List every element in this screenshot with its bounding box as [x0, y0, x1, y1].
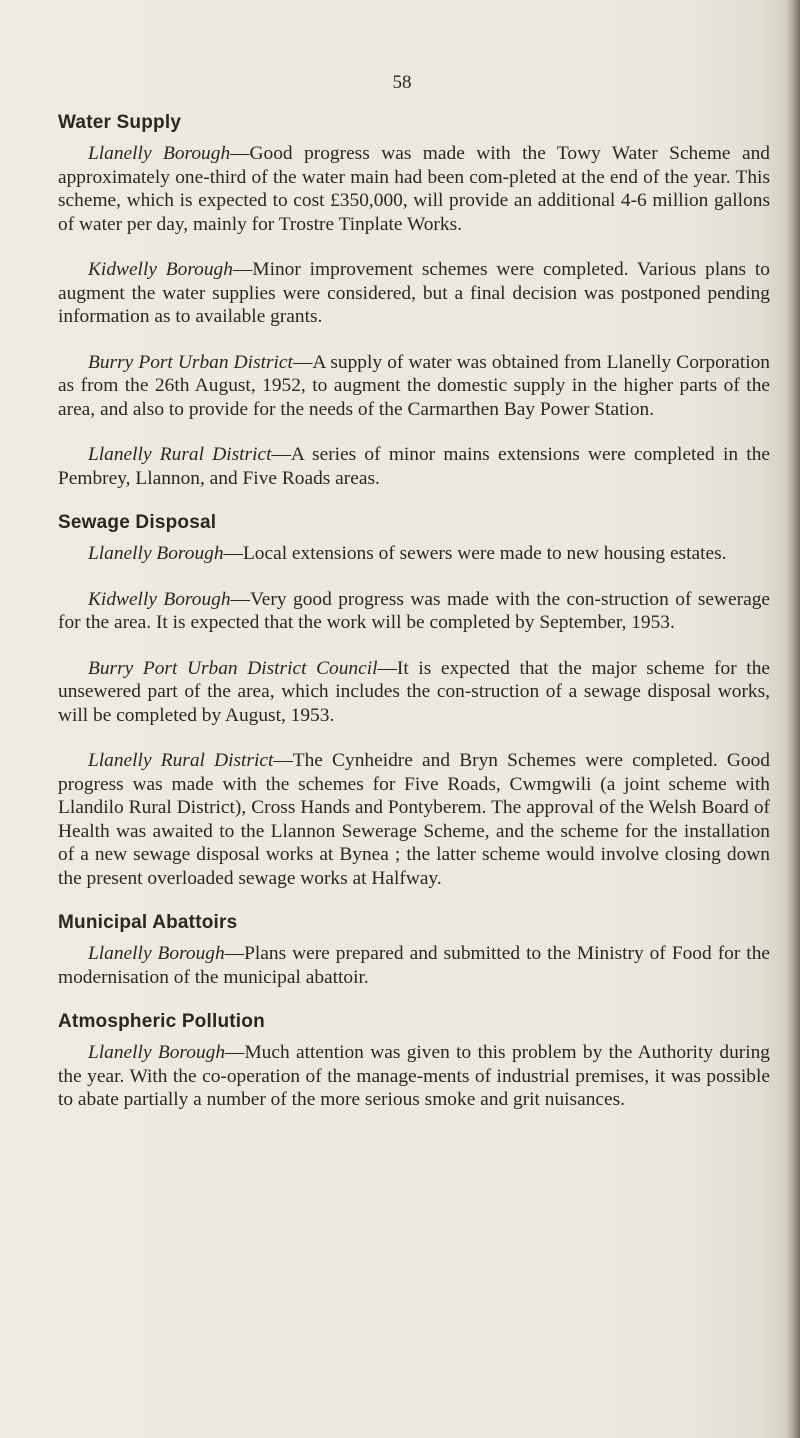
paragraph-lead: Llanelly Rural District: [88, 750, 274, 771]
paragraph: [58, 351, 770, 422]
paragraph: [58, 443, 770, 490]
paragraph-lead: Llanelly Borough: [88, 143, 231, 164]
paragraph-lead: Kidwelly Borough: [88, 588, 231, 610]
paragraph: [58, 749, 770, 890]
paragraph-lead: Llanelly Borough: [88, 1042, 226, 1063]
section-heading: Sewage Disposal: [58, 512, 217, 533]
paragraph-lead: Burry Port Urban District Council: [88, 657, 378, 679]
paragraph-lead: Llanelly Borough: [88, 943, 225, 964]
section-heading: Municipal Abattoirs: [58, 912, 238, 933]
section-heading: Atmospheric Pollution: [58, 1011, 265, 1032]
paragraph: [58, 942, 770, 989]
paragraph: [58, 588, 770, 635]
paragraph-lead: Llanelly Rural District: [88, 444, 272, 465]
paragraph-text: —Minor improvement schemes were completed. Various plans to augment the water supplies were considered, but a final decision was postponed pending information as to available grants.: [58, 259, 770, 327]
paragraph-text: —Local extensions of sewers were made to new housing estates.: [223, 543, 727, 564]
paragraph-lead: Llanelly Borough: [88, 543, 224, 564]
paragraph-text: —It is expected that the major scheme for the unsewered part of the area, which includes the con-struction of a sewage disposal works, will be completed by August, 1953.: [58, 657, 770, 726]
paragraph-text: —The Cynheidre and Bryn Schemes were completed. Good progress was made with the schemes for Five Roads, Cwmgwili (a joint scheme with Llandilo Rural District), Cross Hands and Pontyberem. The approval of the Welsh Board of Health was awaited to the Llannon Sewerage Scheme, and the scheme for the installation of a new sewage disposal works at Bynea ; the latter scheme would involve closing down the present overloaded sewage works at Halfway.: [58, 750, 770, 889]
paragraph-text: —A supply of water was obtained from Llanelly Corporation as from the 26th August, 1952, to augment the domestic supply in the higher parts of the area, and also to provide for the needs of the Carmarthen Bay Power Station.: [58, 351, 770, 420]
paragraph-text: —A series of minor mains extensions were completed in the Pembrey, Llannon, and Five Roads areas.: [58, 444, 770, 489]
page-edge-shadow: [786, 0, 800, 1438]
section-municipal-abattoirs: [58, 912, 770, 989]
section-heading: Water Supply: [58, 112, 182, 133]
section-water-supply: [58, 112, 770, 490]
paragraph-text: —Much attention was given to this problem by the Authority during the year. With the co-operation of the manage-ments of industrial premises, it was possible to abate partially a number of the more serious smoke and grit nuisances.: [58, 1042, 770, 1110]
paragraph-text: —Plans were prepared and submitted to the Ministry of Food for the modernisation of the municipal abattoir.: [58, 943, 770, 988]
paragraph: [58, 1041, 770, 1112]
paragraph-text: —Very good progress was made with the con-struction of sewerage for the area. It is expected that the work will be completed by September, 1953.: [58, 588, 771, 633]
section-atmospheric-pollution: [58, 1011, 770, 1112]
document-body: [58, 112, 770, 1134]
section-sewage-disposal: [58, 512, 770, 890]
page-number: 58: [392, 72, 412, 93]
paragraph-lead: Burry Port Urban District: [88, 351, 293, 373]
paragraph: [58, 657, 770, 728]
paragraph: [58, 542, 770, 566]
paragraph: [58, 258, 770, 329]
paragraph-lead: Kidwelly Borough: [88, 259, 233, 280]
paragraph: [58, 142, 770, 236]
paragraph-text: —Good progress was made with the Towy Water Scheme and approximately one-third of the water main had been com-pleted at the end of the year. This scheme, which is expected to cost £350,000, will provide an additional 4-6 million gallons of water per day, mainly for Trostre Tinplate Works.: [58, 143, 770, 235]
